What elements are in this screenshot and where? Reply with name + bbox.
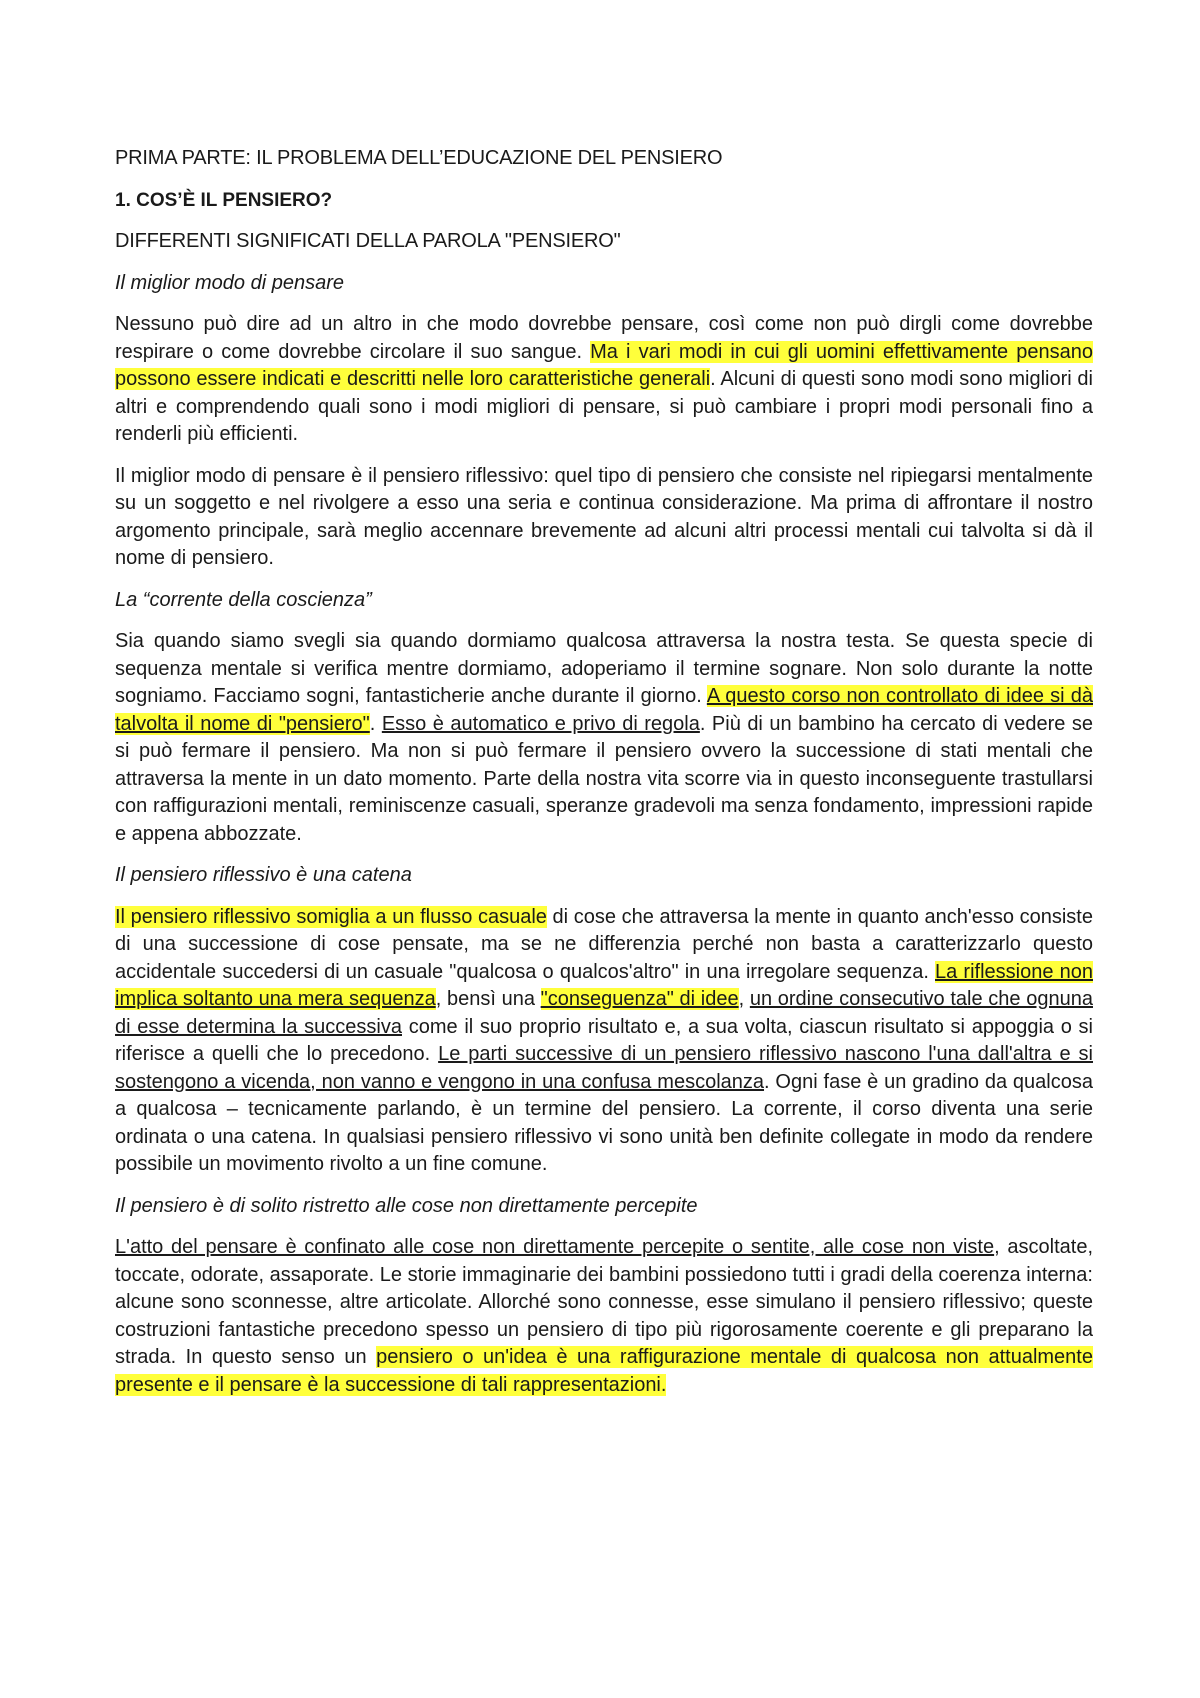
text-run: , ascoltate, toccate, odorate, assaporate. Le storie immaginarie dei bambini possiedono tutti i gradi della coerenza interna: alcune sono sconnesse, altre articolate. Allorché sono connesse, esse simulano il pensiero riflessivo; queste costruzioni fantastiche precedono spesso un pensiero di tipo più rigorosamente coerente e gli preparano la strada. In questo senso un	[115, 1236, 1093, 1368]
underlined-text: Le parti successive di un pensiero riflessivo nascono l'una dall'altra e si sostengono a vicenda, non vanno e vengono in una confusa mescolanza	[115, 1043, 1093, 1093]
paragraph-1	[115, 311, 1093, 449]
text-run: , bensì una	[435, 988, 541, 1010]
text-run: come il suo proprio risultato e, a sua volta, ciascun risultato si appoggia o si riferisce a quelli che lo precedono.	[115, 1015, 1093, 1065]
paragraph-3	[115, 628, 1093, 848]
paragraph-4	[115, 904, 1093, 1179]
document-page	[115, 145, 1093, 1413]
text-run: Nessuno può dire ad un altro in che modo dovrebbe pensare, così come non può dirgli come dovrebbe respirare o come dovrebbe circolare il suo sangue.	[115, 313, 1093, 363]
paragraph-2: Il miglior modo di pensare è il pensiero riflessivo: quel tipo di pensiero che consiste nel ripiegarsi mentalmente su un soggetto e nel rivolgere a esso una seria e continua considerazione. Ma prima di affrontare il nostro argomento principale, sarà meglio accennare brevemente ad alcuni altri processi mentali cui talvolta si dà il nome di pensiero.	[115, 464, 1093, 569]
highlighted-text: pensiero o un'idea è una raffigurazione mentale di qualcosa non attualmente presente e il pensare è la successione di tali rappresentazioni.	[115, 1346, 1093, 1396]
text-run: Sia quando siamo svegli sia quando dormiamo qualcosa attraversa la nostra testa. Se questa specie di sequenza mentale si verifica mentre dormiamo, adoperiamo il termine sognare. Non solo durante la notte sogniamo. Facciamo sogni, fantasticherie anche durante il giorno.	[115, 630, 1093, 707]
section-title: DIFFERENTI SIGNIFICATI DELLA PAROLA "PENSIERO"	[115, 230, 621, 252]
underlined-text: Esso è automatico e privo di regola	[381, 712, 700, 735]
highlighted-text: Il pensiero riflessivo somiglia a un flusso casuale	[115, 905, 547, 928]
subheading-corrente-coscienza: La “corrente della coscienza”	[115, 588, 372, 611]
subheading-non-percepite: Il pensiero è di solito ristretto alle cose non direttamente percepite	[115, 1194, 698, 1217]
subheading-catena: Il pensiero riflessivo è una catena	[115, 864, 412, 886]
underlined-text: un ordine consecutivo tale che ognuna di esse determina la successiva	[115, 988, 1093, 1038]
chapter-title: 1. COS’È IL PENSIERO?	[115, 189, 333, 211]
text-run: di cose che attraversa la mente in quanto anch'esso consiste di una successione di cose pensate, ma se ne differenzia perché non basta a caratterizzarlo questo accidentale succedersi di un casuale "qualcosa o qualcos'altro" in una irregolare sequenza.	[115, 905, 1093, 983]
text-run: . Ogni fase è un gradino da qualcosa a qualcosa – tecnicamente parlando, è un termine del pensiero. La corrente, il corso diventa una serie ordinata o una catena. In qualsiasi pensiero riflessivo vi sono unità ben definite collegate in modo da rendere possibile un movimento rivolto a un fine comune.	[115, 1070, 1093, 1175]
paragraph-5	[115, 1234, 1093, 1399]
highlighted-underlined-text: "conseguenza" di idee	[540, 988, 739, 1010]
highlighted-text: Ma i vari modi in cui gli uomini effettivamente pensano possono essere indicati e descritti nelle loro caratteristiche generali	[115, 340, 1093, 390]
highlighted-underlined-text: La riflessione non implica soltanto una mera sequenza	[115, 960, 1093, 1010]
text-run: ,	[738, 988, 750, 1010]
underlined-text: L'atto del pensare è confinato alle cose non direttamente percepite o sentite, alle cose non viste	[115, 1236, 995, 1258]
text-run: . Alcuni di questi sono modi sono migliori di altri e comprendendo quali sono i modi migliori di pensare, si può cambiare i propri modi personali fino a renderli più efficienti.	[115, 368, 1093, 445]
text-run: .	[369, 712, 382, 735]
part-title: PRIMA PARTE: IL PROBLEMA DELL’EDUCAZIONE DEL PENSIERO	[115, 147, 723, 169]
subheading-miglior-modo: Il miglior modo di pensare	[115, 271, 344, 294]
highlighted-underlined-text: A questo corso non controllato di idee si dà talvolta il nome di "pensiero"	[115, 685, 1093, 735]
text-run: . Più di un bambino ha cercato di vedere se si può fermare il pensiero. Ma non si può fermare il pensiero ovvero la successione di stati mentali che attraversa la mente in un dato momento. Parte della nostra vita scorre via in questo inconseguente trastullarsi con raffigurazioni mentali, reminiscenze casuali, speranze gradevoli ma senza fondamento, impressioni rapide e appena abbozzate.	[115, 712, 1093, 845]
